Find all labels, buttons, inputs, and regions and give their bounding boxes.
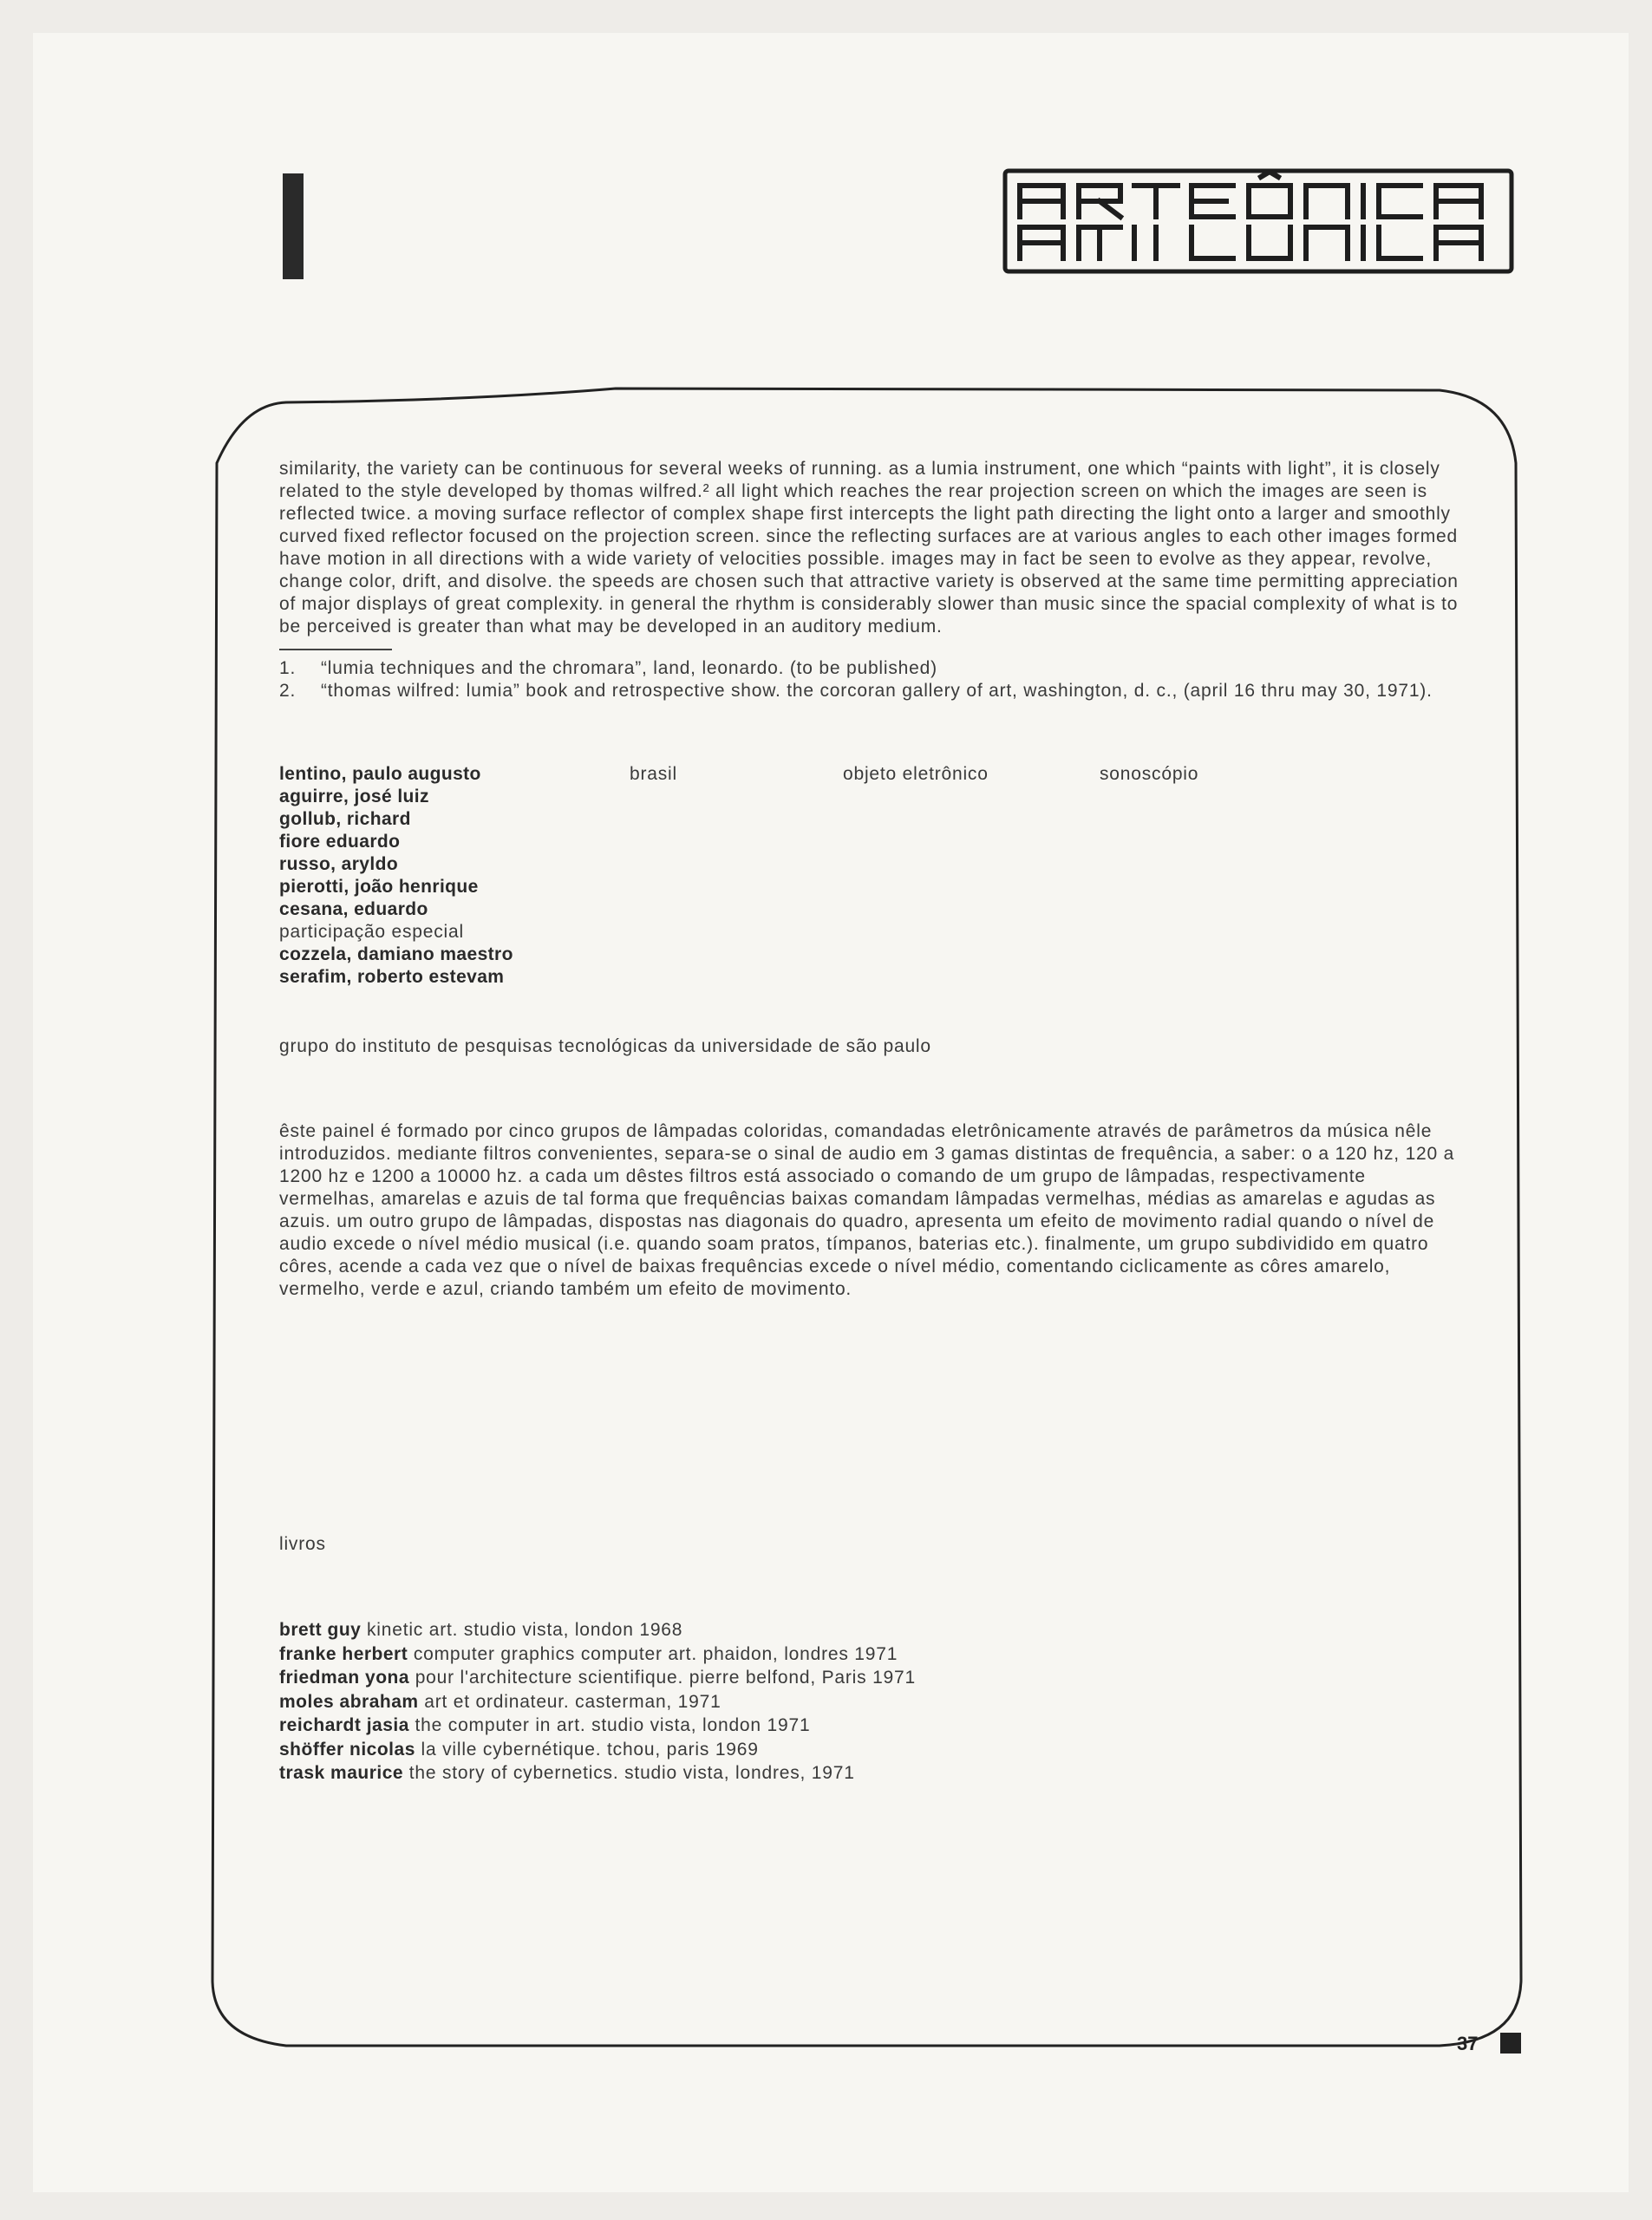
artist-name: lentino, paulo augusto [279, 764, 481, 784]
book-title: pour l'architecture scientifique. pierre belfond, Paris 1971 [415, 1668, 916, 1688]
list-item [279, 1761, 1459, 1786]
artist-name: cozzela, damiano maestro [279, 944, 513, 964]
footnotes [279, 657, 1459, 702]
article-paragraph: similarity, the variety can be continuous for several weeks of running. as a lumia instrument, one which “paints with light”, it is closely related to the style developed by thomas wilfred.² all light which reaches the rear projection screen on which the images are seen is reflected twice. a moving surface reflector of complex shape first intercepts the light path directing the light onto a larger and smoothly curved fixed reflector focused on the projection screen. since the reflecting surfaces are at various angles to each other images formed have motion in all directions with a wide variety of velocities possible. images may in fact be seen to evolve as they appear, revolve, change color, drift, and disolve. the speeds are chosen such that attractive variety is observed at the same time permitting appreciation of major displays of great complexity. in general the rhythm is considerably slower than music since the spacial complexity of what is to be perceived is greater than what may be developed in an auditory medium. [279, 459, 1459, 637]
artist-name: fiore eduardo [279, 832, 401, 852]
list-item [279, 1738, 1459, 1762]
artist-name: russo, aryldo [279, 854, 399, 874]
book-title: the computer in art. studio vista, london 1971 [415, 1715, 811, 1735]
entry-type: objeto eletrônico [843, 764, 989, 784]
footnote-text: “thomas wilfred: lumia” book and retrospective show. the corcoran gallery of art, washington, d. c., (april 16 thru may 30, 1971). [321, 681, 1433, 701]
footnote-number: 1. [279, 658, 297, 678]
footnote [279, 680, 1459, 702]
arteonica-logo [1002, 168, 1514, 274]
entry-block [279, 763, 1459, 989]
book-title: la ville cybernétique. tchou, paris 1969 [421, 1739, 759, 1760]
list-item [279, 1690, 1459, 1714]
book-title: kinetic art. studio vista, london 1968 [366, 1620, 683, 1640]
work-description: êste painel é formado por cinco grupos de lâmpadas coloridas, comandadas eletrônicamente através de parâmetros da música nêle introduzidos. mediante filtros convenientes, separa-se o sinal de audio em 3 gamas distintas de frequência, a saber: o a 120 hz, 120 a 1200 hz e 1200 a 10000 hz. a cada um dêstes filtros está associado o comando de um grupo de lâmpadas, respectivamente vermelhas, amarelas e azuis de tal forma que frequências baixas comandam lâmpadas vermelhas, médias as amarelas e agudas as azuis. um outro grupo de lâmpadas, dispostas nas diagonais do quadro, apresenta um efeito de movimento radial quando o nível de audio excede o nível médio musical (i.e. quando soam pratos, tímpanos, baterias etc.). finalmente, um grupo subdividido em quatro côres, acende a cada vez que o nível de baixas frequências excede o nível médio, comentando ciclicamente as côres amarelo, vermelho, verde e azul, criando também um efeito de movimento. [279, 1121, 1455, 1299]
book-author: moles abraham [279, 1691, 419, 1712]
page-marker-square [1500, 2033, 1521, 2054]
book-author: shöffer nicolas [279, 1739, 415, 1760]
book-title: computer graphics computer art. phaidon, londres 1971 [413, 1643, 898, 1664]
footnote-text: “lumia techniques and the chromara”, land, leonardo. (to be published) [321, 658, 937, 678]
footnote-number: 2. [279, 681, 297, 701]
footnote [279, 657, 1459, 680]
footnote-divider [279, 649, 392, 650]
book-title: the story of cybernetics. studio vista, londres, 1971 [408, 1763, 855, 1783]
page-number: 37 [1457, 2033, 1479, 2054]
section-marker-bar [283, 173, 304, 279]
book-author: reichardt jasia [279, 1715, 409, 1735]
list-item [279, 1666, 1459, 1690]
artist-list [279, 763, 609, 989]
special-participation-label: participação especial [279, 922, 464, 942]
artist-name: aguirre, josé luiz [279, 787, 429, 806]
book-author: brett guy [279, 1620, 362, 1640]
book-list [279, 1618, 1459, 1786]
entry-work-title: sonoscópio [1100, 764, 1199, 784]
entry-country: brasil [630, 764, 677, 784]
list-item [279, 1642, 1459, 1667]
artist-name: gollub, richard [279, 809, 411, 829]
artist-name: pierotti, joão henrique [279, 877, 479, 897]
article-content [279, 458, 1459, 1786]
book-title: art et ordinateur. casterman, 1971 [424, 1691, 722, 1712]
book-author: friedman yona [279, 1668, 410, 1688]
group-line: grupo do instituto de pesquisas tecnológicas da universidade de são paulo [279, 1036, 931, 1056]
artist-name: serafim, roberto estevam [279, 967, 505, 987]
book-author: trask maurice [279, 1763, 404, 1783]
list-item [279, 1714, 1459, 1738]
books-heading: livros [279, 1534, 326, 1554]
artist-name: cesana, eduardo [279, 899, 428, 919]
book-author: franke herbert [279, 1643, 408, 1664]
list-item [279, 1618, 1459, 1642]
